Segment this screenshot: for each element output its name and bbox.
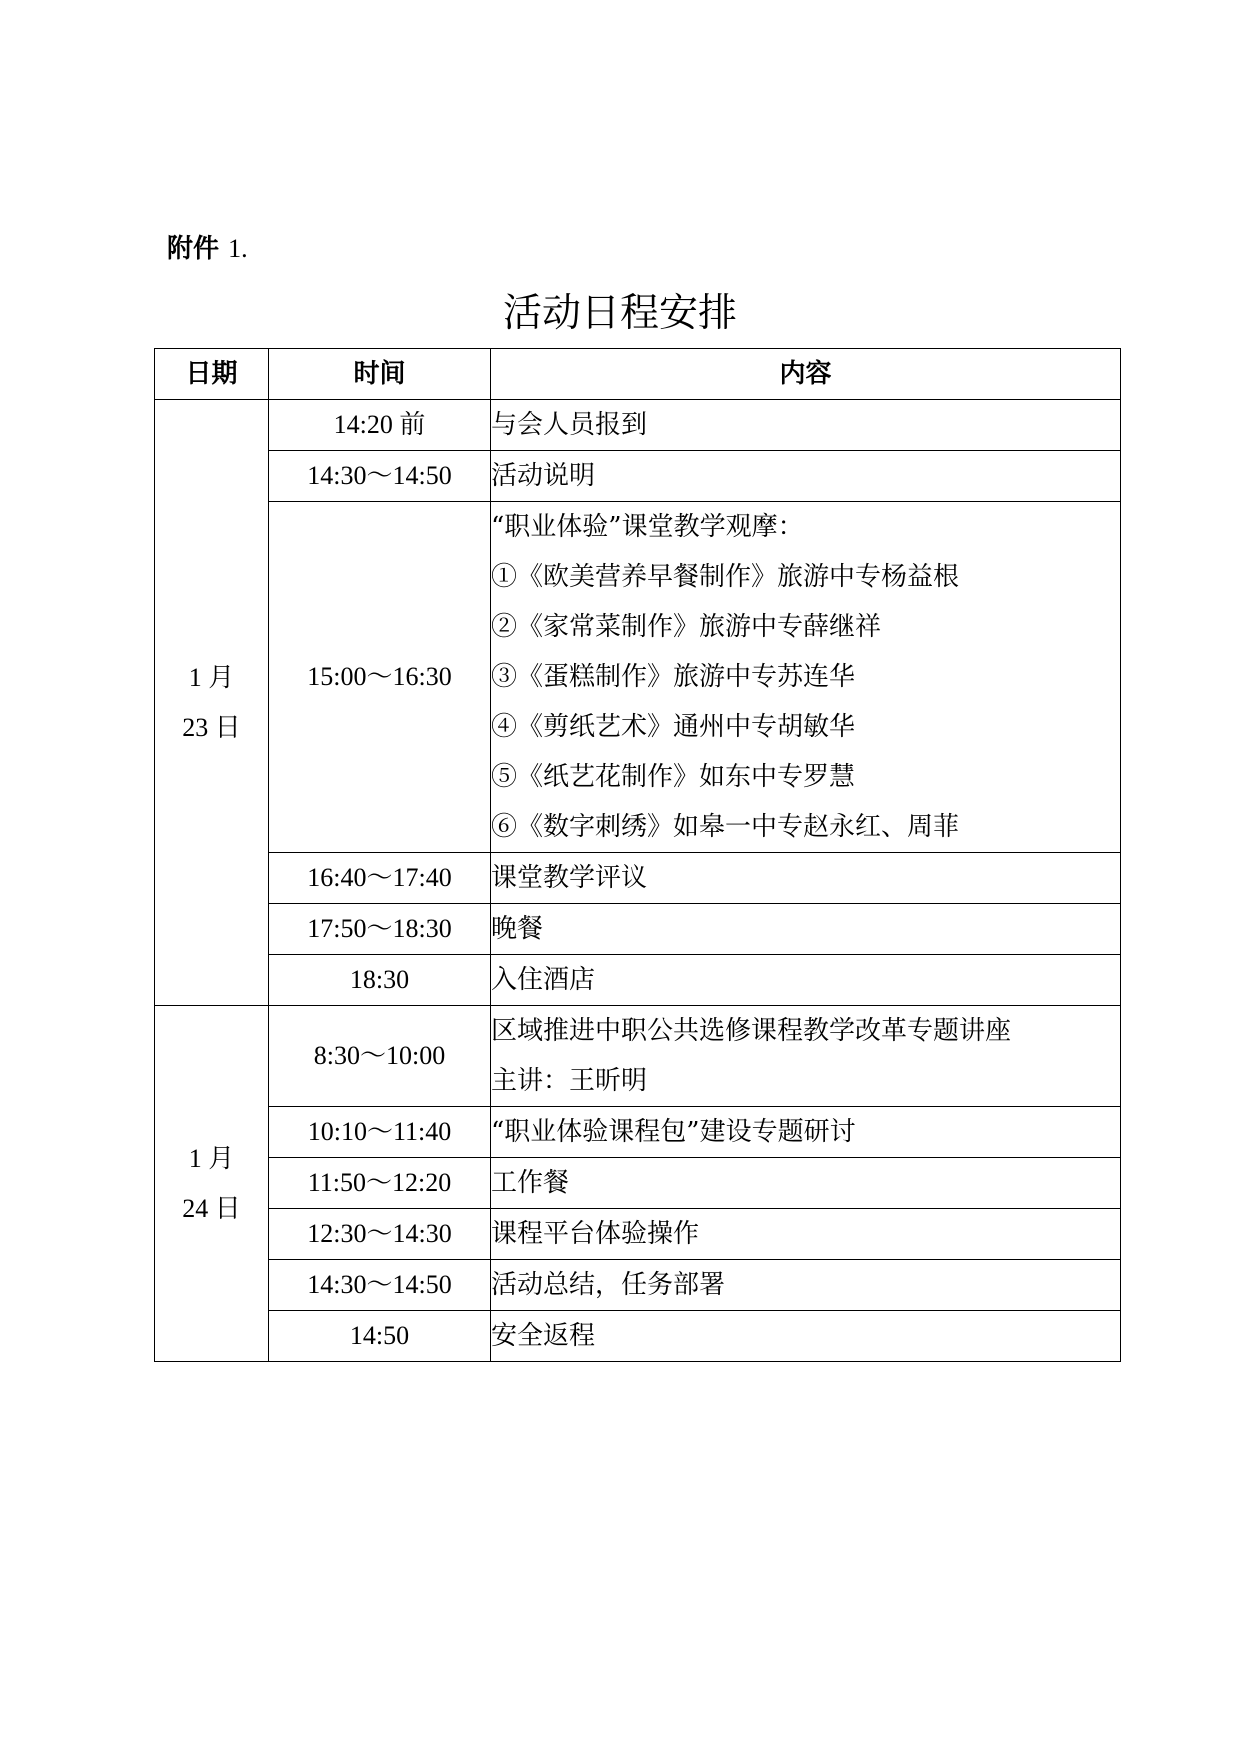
attachment-word: 附件 xyxy=(167,234,220,264)
column-header-content: 内容 xyxy=(491,349,1121,400)
content-line: 工作餐 xyxy=(491,1168,570,1198)
table-row xyxy=(155,1260,1121,1311)
time-cell: 10:10～11:40 xyxy=(269,1107,491,1158)
content-cell xyxy=(491,853,1121,904)
content-cell xyxy=(491,1006,1121,1107)
table-row xyxy=(155,904,1121,955)
date-day: 24 日 xyxy=(182,1193,241,1223)
content-line: 课程平台体验操作 xyxy=(491,1219,700,1249)
content-line: ⑥《数字刺绣》如皋一中专赵永红、周菲 xyxy=(491,812,960,842)
column-header-time: 时间 xyxy=(269,349,491,400)
content-line: 晚餐 xyxy=(491,914,544,944)
column-header-date: 日期 xyxy=(155,349,269,400)
table-header-row xyxy=(155,349,1121,400)
table-row xyxy=(155,1107,1121,1158)
table-row xyxy=(155,400,1121,451)
table-row xyxy=(155,502,1121,853)
time-cell: 11:50～12:20 xyxy=(269,1158,491,1209)
content-cell xyxy=(491,1311,1121,1362)
time-cell: 18:30 xyxy=(269,955,491,1006)
content-cell xyxy=(491,904,1121,955)
time-cell: 14:20 前 xyxy=(269,400,491,451)
time-cell: 14:30～14:50 xyxy=(269,1260,491,1311)
content-cell xyxy=(491,502,1121,853)
content-cell xyxy=(491,1107,1121,1158)
content-cell xyxy=(491,1158,1121,1209)
content-cell xyxy=(491,955,1121,1006)
content-line: ④《剪纸艺术》通州中专胡敏华 xyxy=(491,712,856,742)
content-line: “职业体验”课堂教学观摩： xyxy=(491,512,804,542)
content-line: 活动总结，任务部署 xyxy=(491,1270,726,1300)
table-row xyxy=(155,955,1121,1006)
content-cell xyxy=(491,451,1121,502)
date-month: 1 月 xyxy=(188,662,235,692)
content-line: 课堂教学评议 xyxy=(491,863,648,893)
content-line: ②《家常菜制作》旅游中专薛继祥 xyxy=(491,612,882,642)
table-row xyxy=(155,1006,1121,1107)
table-row xyxy=(155,853,1121,904)
content-cell xyxy=(491,1209,1121,1260)
schedule-body xyxy=(155,400,1121,1362)
page-title: 活动日程安排 xyxy=(502,291,737,336)
content-line: 区域推进中职公共选修课程教学改革专题讲座 xyxy=(491,1016,1012,1046)
time-cell: 14:50 xyxy=(269,1311,491,1362)
content-cell xyxy=(491,1260,1121,1311)
content-line: “职业体验课程包”建设专题研讨 xyxy=(491,1117,856,1147)
time-cell: 8:30～10:00 xyxy=(269,1006,491,1107)
content-line: 与会人员报到 xyxy=(491,410,648,440)
time-cell: 12:30～14:30 xyxy=(269,1209,491,1260)
content-line: 入住酒店 xyxy=(491,965,596,995)
time-cell: 14:30～14:50 xyxy=(269,451,491,502)
attachment-label xyxy=(167,228,248,265)
content-line: 安全返程 xyxy=(491,1321,596,1351)
time-cell: 17:50～18:30 xyxy=(269,904,491,955)
content-line: ①《欧美营养早餐制作》旅游中专杨益根 xyxy=(491,562,960,592)
content-line: 主讲：王昕明 xyxy=(491,1066,648,1096)
date-day: 23 日 xyxy=(182,712,241,742)
table-row xyxy=(155,1158,1121,1209)
date-month: 1 月 xyxy=(188,1143,235,1173)
schedule-table xyxy=(154,348,1121,1362)
content-line: ③《蛋糕制作》旅游中专苏连华 xyxy=(491,662,856,692)
time-cell: 16:40～17:40 xyxy=(269,853,491,904)
table-row xyxy=(155,1311,1121,1362)
content-line: 活动说明 xyxy=(491,461,596,491)
date-cell xyxy=(155,400,269,1006)
time-cell: 15:00～16:30 xyxy=(269,502,491,853)
table-row xyxy=(155,1209,1121,1260)
table-row xyxy=(155,451,1121,502)
attachment-number: 1. xyxy=(228,234,248,263)
content-cell xyxy=(491,400,1121,451)
date-cell xyxy=(155,1006,269,1362)
content-line: ⑤《纸艺花制作》如东中专罗慧 xyxy=(491,762,856,792)
